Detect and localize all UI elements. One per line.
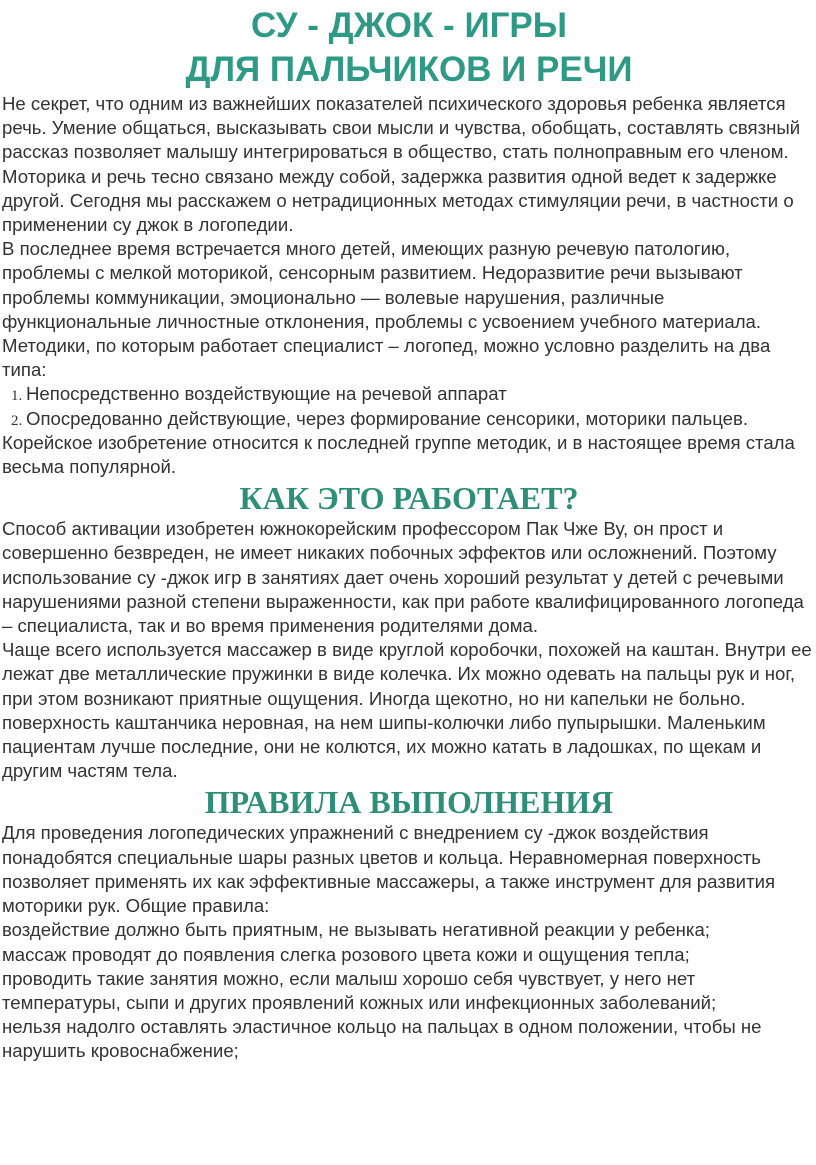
section1-paragraph-1: Способ активации изобретен южнокорейским профессором Пак Чже Ву, он прост и совершенно безвреден, не имеет никаких побочных эффектов или осложнений. Поэтому использование су -джок игр в занятиях дает очень хороший результат у детей с речевыми нарушениями разной степени выраженности, как при работе квалифицированного логопеда – специалиста, так и во время применения родителями дома.: [2, 518, 804, 637]
section2-paragraph-1: Для проведения логопедических упражнений с внедрением су -джок воздействия понадобятся специальные шары разных цветов и кольца. Неравномерная поверхность позволяет применять их как эффективные массажеры, а также инструмент для развития моторики рук. Общие правила:: [2, 822, 776, 917]
intro-paragraph-2: В последнее время встречается много детей, имеющих разную речевую патологию, проблемы с мелкой моторикой, сенсорным развитием. Недоразвитие речи вызывают проблемы коммуникации, эмоционально — волевые нарушения, различные функциональные личностные отклонения, проблемы с усвоением учебного материала.: [2, 238, 762, 332]
section-heading-how-it-works: КАК ЭТО РАБОТАЕТ?: [239, 480, 579, 517]
methods-list: [2, 382, 816, 430]
list-item: 2. Опосредованно действующие, через формирование сенсорики, моторики пальцев.: [26, 407, 816, 431]
rule-item: воздействие должно быть приятным, не вызывать негативной реакции у ребенка;: [2, 919, 710, 941]
rule-item: нельзя надолго оставлять эластичное кольцо на пальцах в одном положении, чтобы не нарушить кровоснабжение;: [2, 1016, 762, 1062]
intro-paragraph-1: Не секрет, что одним из важнейших показателей психического здоровья ребенка является речь. Умение общаться, высказывать свои мысли и чувства, обобщать, составлять связный рассказ позволяет малышу интегрироваться в общество, стать полноправным его членом. Моторика и речь тесно связано между собой, задержка развития одной ведет к задержке другой. Сегодня мы расскажем о нетрадиционных методах стимуляции речи, в частности о применении су джок в логопедии.: [2, 93, 801, 236]
intro-paragraph-4: Корейское изобретение относится к последней группе методик, и в настоящее время стала весьма популярной.: [2, 431, 795, 478]
title-line-1: СУ - ДЖОК - ИГРЫ: [250, 6, 568, 45]
rule-item: массаж проводят до появления слегка розового цвета кожи и ощущения тепла;: [2, 943, 690, 965]
rule-item: проводить такие занятия можно, если малыш хорошо себя чувствует, у него нет температуры, сыпи и других проявлений кожных или инфекционных заболеваний;: [2, 967, 717, 1013]
document-page: [0, 4, 816, 1165]
list-item: 1. Непосредственно воздействующие на речевой аппарат: [26, 382, 816, 406]
title-line-2: ДЛЯ ПАЛЬЧИКОВ И РЕЧИ: [185, 50, 633, 89]
section-heading-rules: ПРАВИЛА ВЫПОЛНЕНИЯ: [204, 784, 614, 821]
section1-paragraph-2: Чаще всего используется массажер в виде круглой коробочки, похожей на каштан. Внутри ее лежат две металлические пружинки в виде колечка. Их можно одевать на пальцы рук и ног, при этом возникают приятные ощущения. Иногда щекотно, но ни капельки не больно. поверхность каштанчика неровная, на нем шипы-колючки либо пупырышки. Маленьким пациентам лучше последние, они не колются, их можно катать в ладошках, по щекам и другим частям тела.: [2, 639, 812, 782]
page-title: [2, 4, 816, 92]
intro-paragraph-3: Методики, по которым работает специалист – логопед, можно условно разделить на два типа:: [2, 335, 771, 381]
